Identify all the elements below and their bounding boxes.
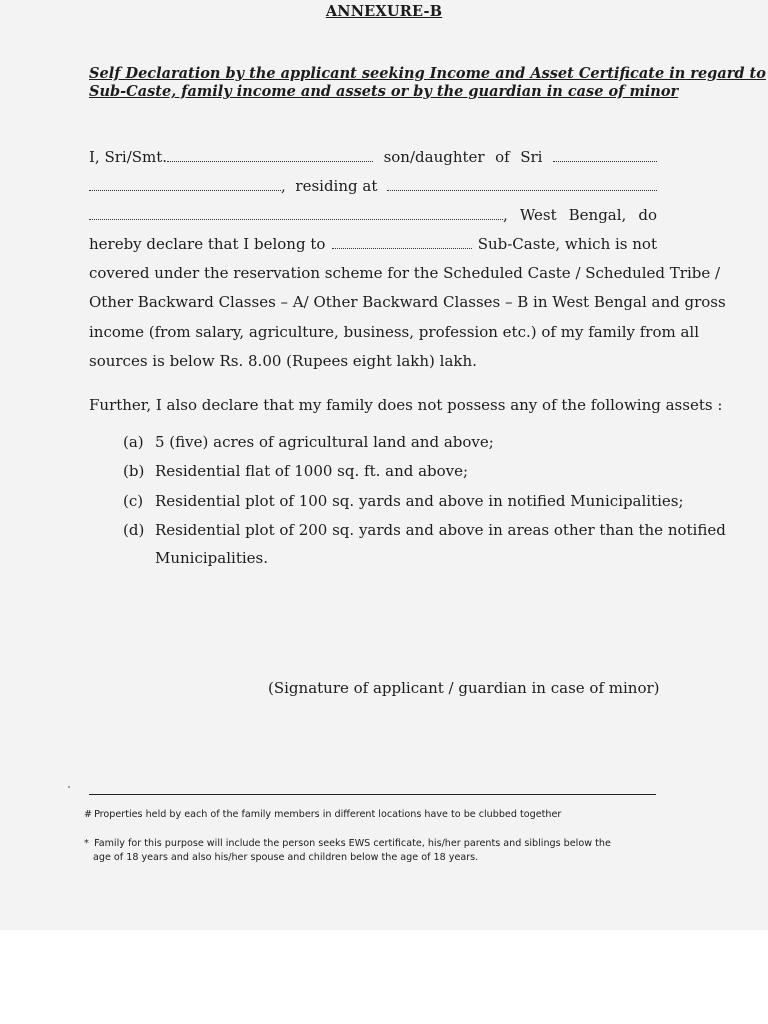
asset-label: (b) (123, 462, 145, 480)
form-text: , (89, 177, 286, 195)
form-text: , (89, 206, 508, 224)
form-line-7: income (from salary, agriculture, business, profession etc.) of my family from all (89, 323, 700, 341)
name-blank (167, 148, 373, 162)
document-title: ANNEXURE-B (325, 3, 443, 20)
footnote-text: Properties held by each of the family members in different locations have to be clubbed together (94, 809, 562, 820)
form-text: residing at (295, 177, 378, 195)
form-line-subcaste (89, 235, 657, 253)
footnote-text: age of 18 years and also his/her spouse and children below the age of 18 years. (93, 852, 479, 863)
asset-text: Residential plot of 200 sq. yards and above in areas other than the notified (155, 521, 726, 539)
further-declaration: Further, I also declare that my family does not possess any of the following assets : (89, 396, 723, 414)
father-name-blank (553, 148, 657, 162)
address-blank-continued (89, 206, 503, 220)
declaration-heading-line-1: Self Declaration by the applicant seeking Income and Asset Certificate in regard to (89, 65, 766, 82)
footnote-mark: # (84, 809, 93, 820)
asset-label: (c) (123, 492, 144, 510)
form-text: Sri (520, 148, 543, 166)
form-text: hereby declare that I belong to (89, 235, 326, 253)
asset-item (123, 433, 494, 451)
form-line-address (89, 206, 657, 224)
footnote-properties (84, 808, 658, 822)
scan-speck (68, 786, 70, 788)
asset-item-continuation: Municipalities. (155, 549, 268, 567)
form-text: of (495, 148, 510, 166)
signature-caption: (Signature of applicant / guardian in case of minor) (268, 679, 660, 697)
asset-text: 5 (five) acres of agricultural land and above; (155, 433, 494, 451)
form-line-5: covered under the reservation scheme for the Scheduled Caste / Scheduled Tribe / (89, 264, 721, 282)
footnote-line (84, 837, 658, 851)
footnote-line (84, 851, 658, 865)
form-text: son/daughter (383, 148, 485, 166)
footnote-text: Family for this purpose will include the person seeks EWS certificate, his/her parents and siblings below the (94, 838, 611, 849)
form-line-name (89, 148, 657, 166)
asset-label: (a) (123, 433, 144, 451)
form-text: West (519, 206, 557, 224)
footnote-family-definition (84, 837, 658, 865)
asset-label: (d) (123, 521, 145, 539)
father-name-blank-continued (89, 177, 281, 191)
form-text: Sub-Caste, which is not (477, 235, 657, 253)
form-text: I, Sri/Smt. (89, 148, 373, 166)
form-line-6: Other Backward Classes – A/ Other Backward Classes – B in West Bengal and gross (89, 293, 726, 311)
form-line-8: sources is below Rs. 8.00 (Rupees eight lakh) lakh. (89, 352, 477, 370)
address-blank (387, 177, 657, 191)
form-line-residence (89, 177, 657, 195)
footnote-divider (89, 794, 656, 795)
footnote-mark: * (84, 838, 89, 849)
asset-text: Residential plot of 100 sq. yards and above in notified Municipalities; (155, 492, 684, 510)
asset-item (123, 492, 684, 510)
asset-item (123, 462, 468, 480)
subcaste-blank (332, 235, 472, 249)
asset-item (123, 521, 726, 539)
declaration-heading-line-2: Sub-Caste, family income and assets or by the guardian in case of minor (89, 83, 679, 100)
asset-text: Residential flat of 1000 sq. ft. and above; (155, 462, 469, 480)
form-text: do (638, 206, 657, 224)
form-text: Bengal, (568, 206, 627, 224)
